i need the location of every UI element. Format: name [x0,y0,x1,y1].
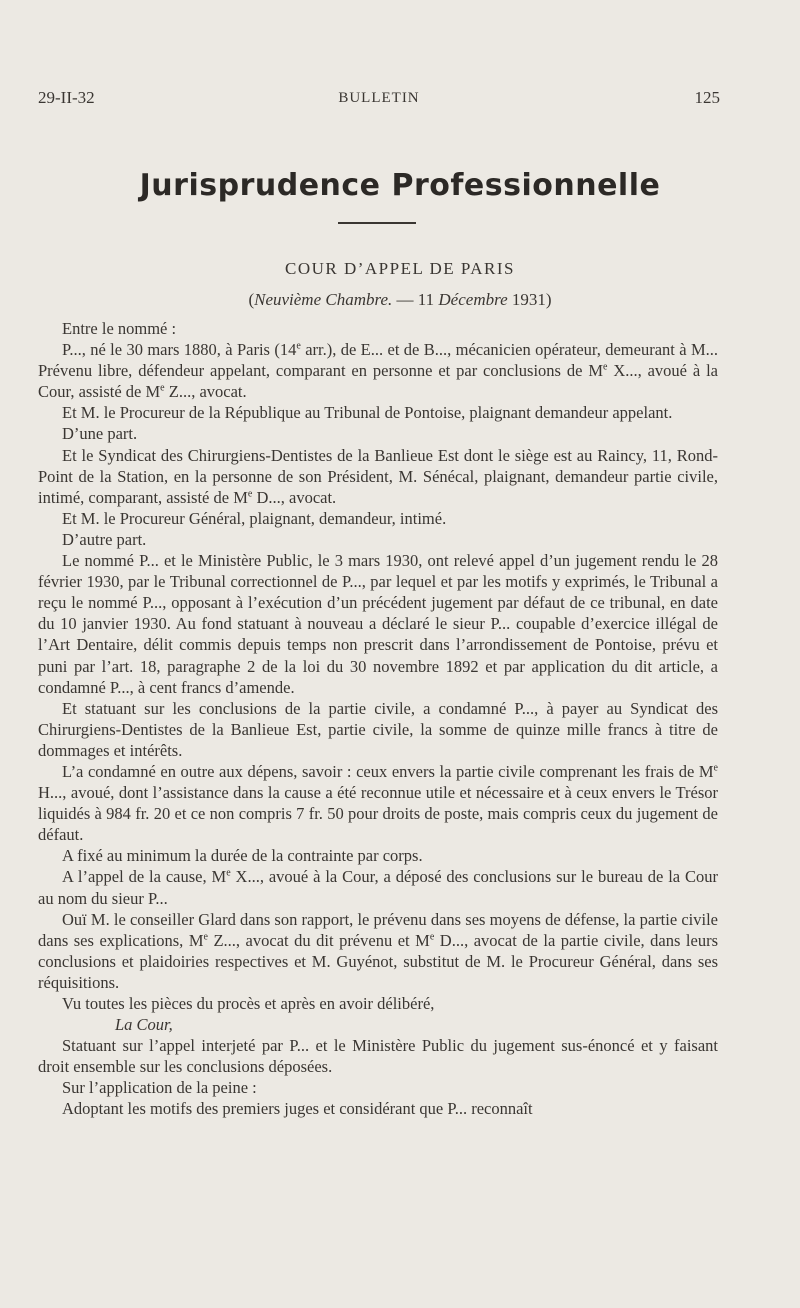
paragraph: D’autre part. [62,529,147,549]
paragraph: Vu toutes les pièces du procès et après en avoir délibéré, [62,994,435,1013]
decision-year: 1931) [507,290,552,309]
judgment-body [38,318,718,1120]
running-head [38,88,720,112]
title-divider [338,222,416,224]
page-number: 125 [694,88,720,107]
paragraph: A fixé au minimum la durée de la contrainte par corps. [62,846,423,866]
paragraph: Sur l’application de la peine : [62,1078,257,1098]
paragraph: Et M. le Procureur Général, plaignant, demandeur, intimé. [62,508,447,528]
paragraph: Le nommé P... et le Ministère Public, le 3 mars 1930, ont relevé appel d’un jugement rendu le 28 février 1930, par le Tribunal correctionnel de P..., par lequel et par les motifs y exprimés, le Tribunal a reçu le nommé P..., opposant à l’exécution d’un précédent jugement par défaut de ce tribunal, en date du 10 janvier 1930. Au fond statuant à nouveau a déclaré le sieur P... coupable d’exercice illégal de l’Art Dentaire, délit commis depuis temps non prescrit dans l’arrondissement de Pontoise, prévu et puni par l’art. 18, paragraphe 2 de la loi du 30 novembre 1892 et par application du dit article, a condamné P..., à cent francs d’amende. [38,551,718,697]
decision-month: Décembre [438,290,508,309]
court-heading: COUR D’APPEL DE PARIS [284,259,516,278]
paragraph: D’une part. [62,424,138,444]
paragraph: A l’appel de la cause, Me X..., avoué à la Cour, a déposé des conclusions sur le bureau de la Cour au nom du sieur P... [38,867,718,908]
chamber-name: Neuvième Chambre. [254,290,393,309]
chamber-open-paren: ( [248,290,255,309]
court-heading-la-cour: La Cour, [115,1015,173,1035]
paragraph: Entre le nommé : [62,319,177,338]
paragraph: Statuant sur l’appel interjeté par P... et le Ministère Public du jugement sus-énoncé et y faisant droit ensemble sur les conclusions déposées. [38,1036,718,1077]
section-title: Jurisprudence Professionnelle [139,168,661,203]
paragraph: Adoptant les motifs des premiers juges et considérant que P... reconnaît [62,1099,533,1119]
paragraph: Et statuant sur les conclusions de la partie civile, a condamné P..., à payer au Syndicat des Chirurgiens-Dentistes de la Banlieue Est, partie civile, la somme de quinze mille francs à titre de dommages et intérêts. [38,698,718,760]
paragraph: P..., né le 30 mars 1880, à Paris (14e arr.), de E... et de B..., mécanicien opérateur, demeurant à M... Prévenu libre, défendeur appelant, comparant en personne et par conclusions de Me X..., avoué à la Cour, assisté de Me Z..., avocat. [38,340,718,402]
paragraph: L’a condamné en outre aux dépens, savoir : ceux envers la partie civile comprenant les frais de Me H..., avoué, dont l’assistance dans la cause a été reconnue utile et nécessaire et à ceux envers le Trésor liquidés à 984 fr. 20 et ce non compris 7 fr. 50 pour droits de poste, mais compris ceux du jugement de défaut. [38,761,718,845]
paragraph: Ouï M. le conseiller Glard dans son rapport, le prévenu dans ses moyens de défense, la partie civile dans ses explications, Me Z..., avocat du dit prévenu et Me D..., avocat de la partie civile, dans leurs conclusions et plaidoiries respectives et M. Guyénot, substitut de M. le Procureur Général, dans ses réquisitions. [38,909,719,992]
chamber-line [0,290,800,310]
decision-day: 11 [417,290,439,309]
chamber-dash: — [392,290,418,309]
issue-date: 29-II-32 [38,88,95,107]
paragraph: Et M. le Procureur de la République au Tribunal de Pontoise, plaignant demandeur appelant. [62,403,673,423]
paragraph: Et le Syndicat des Chirurgiens-Dentistes de la Banlieue Est dont le siège est au Raincy, 11, Rond-Point de la Station, en la personne de son Président, M. Sénécal, plaignant, demandeur partie civile, intimé, comparant, assisté de Me D..., avocat. [38,445,718,507]
journal-name: BULLETIN [338,90,420,106]
